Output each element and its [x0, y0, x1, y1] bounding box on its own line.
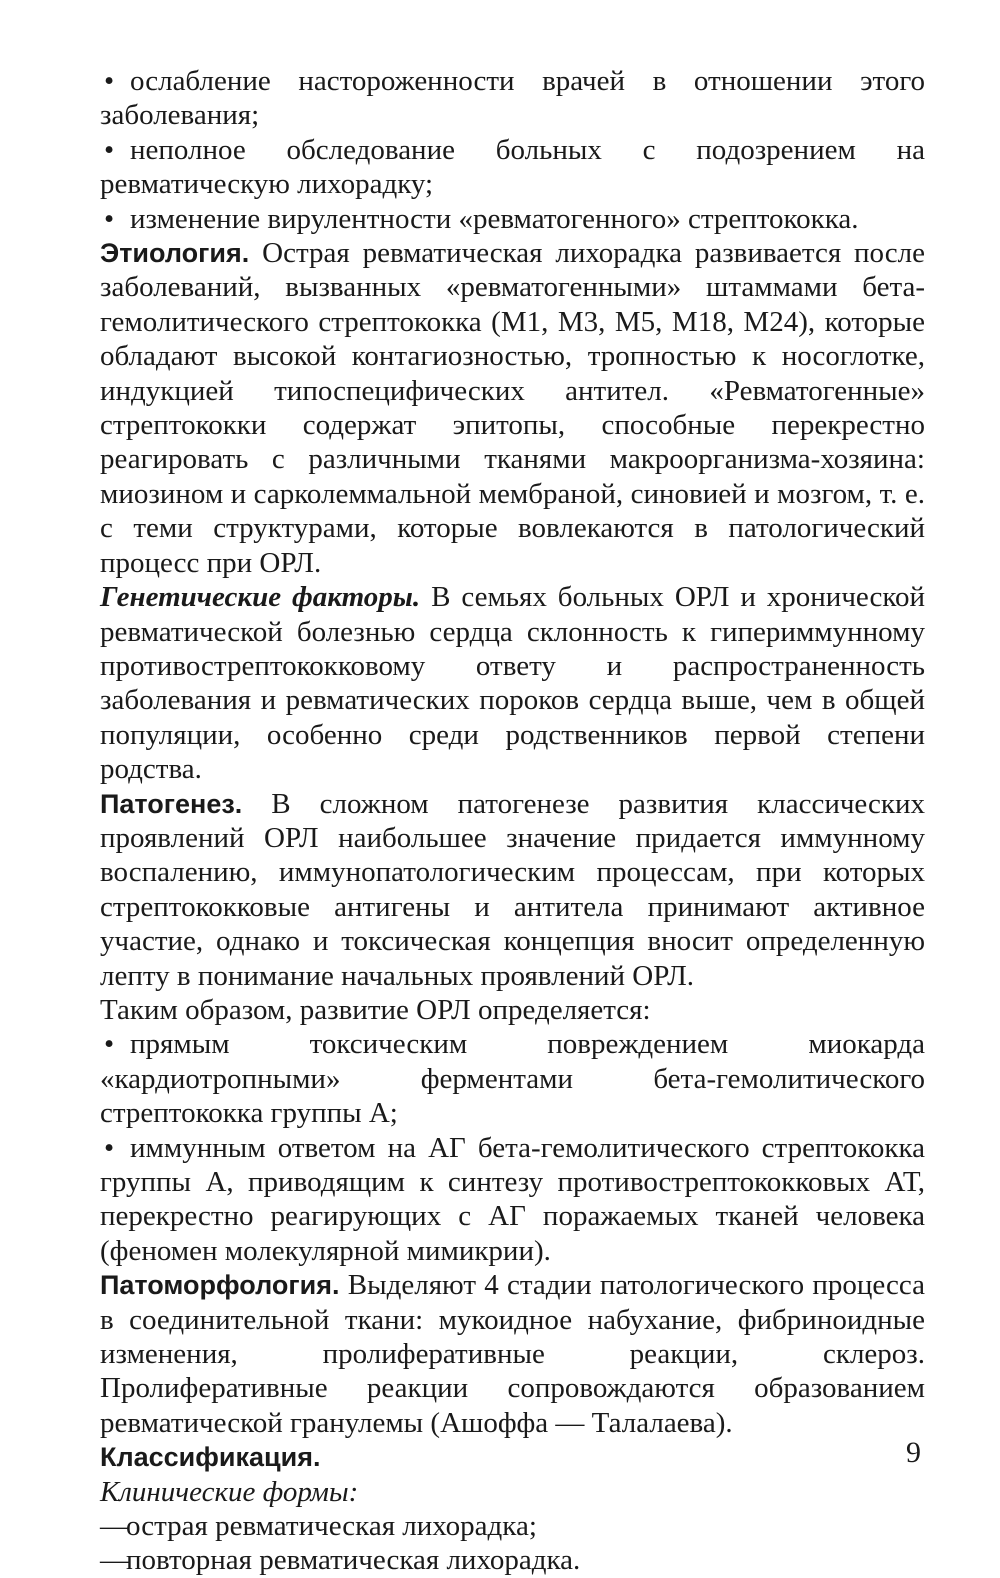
bullet-item: • изменение вирулентности «ревматогенного» стрептококка.	[104, 202, 859, 235]
page-text	[100, 64, 925, 1578]
bullet-item: • ослабление настороженности врачей в отношении этого заболевания;	[100, 65, 925, 132]
bullet-item: • неполное обследование больных с подозрением на ревматическую лихорадку;	[100, 133, 925, 201]
classification-item: —повторная ревматическая лихорадка.	[100, 1544, 581, 1577]
etiology-text: Острая ревматическая лихорадка развивается после заболеваний, вызванных «ревматогенными» штаммами бета-гемолитического стрептококка (М1, М3, М5, М18, М24), которые обладают высокой контагиозностью, тропностью к носоглотке, индукцией типоспецифических антител. «Ревматогенные» стрептококки содержат эпитопы, способные перекрестно реагировать с различными тканями макроорганизма-хозяина: миозином и сарколеммальной мембраной, синовией и мозгом, т. е. с теми структурами, которые вовлекаются в патологический процесс при ОРЛ.	[100, 237, 925, 579]
etiology-heading: Этиология.	[100, 238, 250, 269]
classification-heading: Классификация.	[100, 1442, 321, 1473]
pathomorphology-text: Выделяют 4 стадии патологического процесса в соединительной ткани: мукоидное набухание, фибриноидные изменения, пролиферативные реакции, склероз. Пролиферативные реакции сопровождаются образованием ревматической гранулемы (Ашоффа — Талалаева).	[100, 1269, 925, 1439]
bullet-item: • иммунным ответом на АГ бета-гемолитического стрептококка группы А, приводящим к синтезу противострептококковых АТ, перекрестно реагирующих с АГ поражаемых тканей человека (феномен молекулярной мимикрии).	[100, 1131, 925, 1267]
page-number: 9	[906, 1436, 921, 1469]
etiology-paragraph	[100, 236, 925, 580]
pathogenesis-heading: Патогенез.	[100, 788, 243, 819]
pathogenesis-paragraph	[100, 787, 925, 993]
pathogenesis-text: В сложном патогенезе развития классических проявлений ОРЛ наибольшее значение придается иммунному воспалению, иммунопатологическим процессам, при которых стрептококковые антигены и антитела принимают активное участие, однако и токсическая концепция вносит определенную лепту в понимание начальных проявлений ОРЛ.	[100, 787, 925, 992]
classification-subheading: Клинические формы:	[100, 1475, 359, 1508]
genetics-heading: Генетические факторы.	[100, 581, 421, 614]
bullet-item: • прямым токсическим повреждением миокарда «кардиотропными» ферментами бета-гемолитического стрептококка группы А;	[100, 1028, 925, 1130]
pathomorphology-paragraph	[100, 1268, 925, 1440]
classification-item: —острая ревматическая лихорадка;	[100, 1510, 537, 1543]
genetics-paragraph	[100, 580, 925, 786]
pathomorphology-heading: Патоморфология.	[100, 1270, 340, 1301]
determined-intro: Таким образом, развитие ОРЛ определяется:	[100, 993, 651, 1026]
genetics-text: В семьях больных ОРЛ и хронической ревматической болезнью сердца склонность к гипериммунному противострептококковому ответу и распространенность заболевания и ревматических пороков сердца выше, чем в общей популяции, особенно среди родственников первой степени родства.	[100, 581, 925, 786]
